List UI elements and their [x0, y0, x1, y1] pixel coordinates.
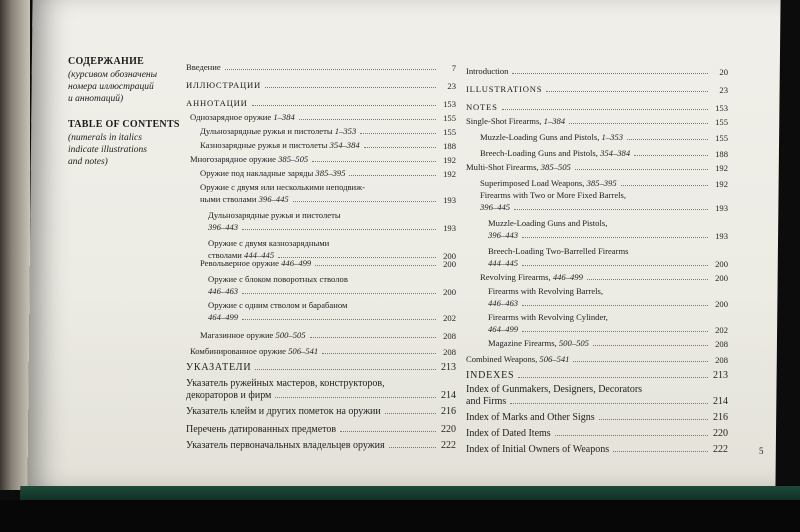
toc-entry-title: Muzzle-Loading Guns and Pistols, — [480, 132, 602, 142]
toc-entry-page: 208 — [715, 355, 728, 365]
toc-entry-page: 200 — [443, 251, 456, 261]
toc-entry — [186, 424, 456, 435]
toc-entry-page: 200 — [715, 299, 728, 309]
dot-leader — [225, 69, 436, 70]
toc-entry — [186, 238, 456, 249]
toc-entry-title: Магазинное оружие — [200, 330, 276, 340]
toc-entry-page: 208 — [443, 331, 456, 341]
toc-entry-title: Index of Marks and Other Signs — [466, 412, 595, 423]
dot-leader — [364, 147, 436, 148]
toc-entry — [186, 362, 456, 373]
toc-entry-range: 506–541 — [288, 346, 319, 356]
toc-entry — [186, 258, 456, 269]
toc-entry-page: 200 — [715, 273, 728, 283]
dot-leader — [514, 209, 708, 210]
toc-entry-range: 385–395 — [586, 178, 617, 188]
toc-entry — [466, 384, 728, 395]
en-contents-heading: TABLE OF CONTENTS — [68, 119, 180, 130]
dot-leader — [522, 237, 708, 238]
toc-entry — [186, 62, 456, 73]
toc-entry-title: Указатель ружейных мастеров, конструкторов, — [186, 378, 385, 389]
dot-leader — [255, 369, 436, 370]
toc-entry-page: 216 — [441, 406, 456, 417]
dot-leader — [518, 377, 708, 378]
toc-entry — [466, 190, 728, 201]
dot-leader — [242, 293, 436, 294]
toc-entry-title: Revolving Firearms, — [480, 272, 553, 282]
toc-entry-title: Комбинированное оружие — [190, 346, 289, 356]
toc-entry-range: 385–505 — [278, 154, 309, 164]
toc-entry — [186, 222, 456, 233]
toc-entry-range: 446–499 — [281, 258, 312, 268]
toc-entry-range: 354–384 — [600, 148, 631, 158]
toc-entry — [186, 312, 456, 323]
toc-entry — [186, 440, 456, 451]
toc-entry-title: декораторов и фирм — [186, 390, 272, 401]
ru-note-line: и аннотаций) — [68, 94, 124, 104]
toc-entry-title: Дульнозарядные ружья и пистолеты — [200, 126, 335, 136]
toc-entry-page: 153 — [443, 99, 456, 109]
dot-leader — [587, 279, 708, 280]
toc-entry — [466, 370, 728, 381]
toc-entry — [466, 412, 728, 423]
dot-leader — [312, 161, 436, 162]
toc-entry-range: 1–384 — [273, 112, 295, 122]
toc-entry-title: Оружие с двумя или несколькими неподвиж- — [200, 182, 365, 192]
toc-entry-title: Перечень датированных предметов — [186, 424, 337, 435]
toc-entry-title: Многозарядное оружие — [190, 154, 279, 164]
toc-entry-page: 192 — [715, 179, 728, 189]
toc-entry-page: 188 — [443, 141, 456, 151]
toc-entry — [466, 396, 728, 407]
toc-entry-page: 192 — [715, 163, 728, 173]
toc-entry-title: Оружие с блоком поворотных стволов — [208, 274, 348, 284]
toc-entry — [466, 324, 728, 335]
toc-entry-title: Оружие с двумя казнозарядными — [208, 238, 330, 248]
dot-leader — [555, 435, 708, 436]
toc-entry-title: INDEXES — [466, 370, 515, 381]
toc-entry-page: 193 — [715, 203, 728, 213]
toc-entry-range: 396–443 — [488, 230, 519, 240]
dot-leader — [613, 451, 708, 452]
toc-entry — [466, 178, 728, 189]
dot-leader — [512, 73, 708, 74]
toc-entry-page: 155 — [443, 113, 456, 123]
toc-entry-title: Однозарядное оружие — [190, 112, 274, 122]
toc-entry-title: NOTES — [466, 102, 498, 112]
toc-entry-page: 214 — [441, 390, 456, 401]
toc-entry — [466, 312, 728, 323]
en-note-line: and notes) — [68, 157, 108, 167]
toc-entry — [466, 116, 728, 127]
toc-entry-page: 222 — [441, 440, 456, 451]
dot-leader — [265, 87, 436, 88]
dot-leader — [310, 337, 436, 338]
toc-entry — [186, 406, 456, 417]
toc-entry-title: Index of Gunmakers, Designers, Decorators — [466, 384, 643, 395]
dot-leader — [621, 185, 708, 186]
toc-entry — [466, 444, 728, 455]
toc-entry — [466, 218, 728, 229]
toc-entry-range: 444–445 — [488, 258, 519, 268]
toc-entry-page: 202 — [443, 313, 456, 323]
dot-leader — [522, 265, 708, 266]
dot-leader — [522, 331, 708, 332]
ru-contents-note — [68, 69, 188, 105]
dot-leader — [275, 397, 436, 398]
toc-entry-page: 155 — [715, 133, 728, 143]
en-note-line: (numerals in italics — [68, 133, 142, 143]
toc-entry-range: 385–395 — [315, 168, 346, 178]
ru-note-line: номера иллюстраций — [68, 82, 154, 92]
toc-entry — [466, 84, 728, 95]
toc-entry-title: ILLUSTRATIONS — [466, 84, 543, 94]
toc-entry-range: 354–384 — [329, 140, 360, 150]
dot-leader — [349, 175, 436, 176]
toc-entry-page: 200 — [443, 259, 456, 269]
toc-entry-title: Single-Shot Firearms, — [466, 116, 544, 126]
toc-entry-range: 446–463 — [488, 298, 519, 308]
toc-entry-page: 200 — [715, 259, 728, 269]
toc-entry — [466, 354, 728, 365]
toc-entry-title: Firearms with Two or More Fixed Barrels, — [480, 190, 627, 200]
toc-entry-title: Введение — [186, 62, 221, 72]
toc-entry-page: 20 — [719, 67, 728, 77]
toc-entry — [466, 162, 728, 173]
toc-entry-title: стволами — [208, 250, 245, 260]
toc-entry-title: Казнозарядные ружья и пистолеты — [200, 140, 330, 150]
toc-entry — [186, 168, 456, 179]
toc-entry — [466, 258, 728, 269]
toc-entry — [186, 286, 456, 297]
ru-contents-heading: СОДЕРЖАНИЕ — [68, 56, 145, 67]
background-shadow — [0, 500, 800, 532]
toc-entry — [186, 182, 456, 193]
toc-entry — [466, 286, 728, 297]
dot-leader — [242, 229, 436, 230]
toc-entry — [186, 112, 456, 123]
dot-leader — [593, 345, 708, 346]
toc-entry-range: 385–505 — [540, 162, 571, 172]
toc-entry-range: 506–541 — [539, 354, 570, 364]
toc-entry-title: Firearms with Revolving Cylinder, — [488, 312, 608, 322]
en-contents-note — [68, 132, 188, 168]
toc-entry-title: and Firms — [466, 396, 507, 407]
toc-entry — [186, 346, 456, 357]
toc-entry-range: 1–353 — [601, 132, 623, 142]
toc-entry-page: 193 — [443, 223, 456, 233]
dot-leader — [573, 361, 708, 362]
toc-entry — [466, 102, 728, 113]
dot-leader — [627, 139, 708, 140]
toc-entry — [186, 274, 456, 285]
toc-entry-page: 193 — [715, 231, 728, 241]
toc-entry-page: 213 — [713, 370, 728, 381]
toc-entry-range: 464–499 — [488, 324, 519, 334]
toc-entry — [186, 80, 456, 91]
toc-entry-title: Breech-Loading Two-Barrelled Firearms — [488, 246, 629, 256]
toc-entry — [466, 428, 728, 439]
toc-entry-page: 200 — [443, 287, 456, 297]
dot-leader — [510, 403, 708, 404]
toc-entry-page: 192 — [443, 155, 456, 165]
toc-entry-range: 500–505 — [558, 338, 589, 348]
toc-entry — [466, 298, 728, 309]
dot-leader — [293, 201, 436, 202]
toc-entry-range: 464–499 — [208, 312, 239, 322]
toc-entry-title: Указатель клейм и других пометок на оружии — [186, 406, 381, 417]
toc-entry-page: 220 — [713, 428, 728, 439]
toc-entry-page: 213 — [441, 362, 456, 373]
toc-entry — [186, 330, 456, 341]
toc-entry-title: Оружие под накладные заряды — [200, 168, 316, 178]
toc-entry — [466, 230, 728, 241]
dot-leader — [599, 419, 708, 420]
toc-entry-range: 1–384 — [543, 116, 566, 126]
toc-entry — [466, 202, 728, 213]
toc-entry-range: 396–445 — [480, 202, 511, 212]
toc-entry-page: 155 — [715, 117, 728, 127]
toc-entry-title: Breech-Loading Guns and Pistols, — [480, 148, 601, 158]
toc-entry-title: Револьверное оружие — [200, 258, 282, 268]
dot-leader — [569, 123, 708, 124]
toc-entry-page: 222 — [713, 444, 728, 455]
toc-entry — [186, 210, 456, 221]
toc-entry — [186, 126, 456, 137]
toc-entry — [466, 272, 728, 283]
toc-entry-page: 214 — [713, 396, 728, 407]
dot-leader — [502, 109, 708, 110]
dot-leader — [322, 353, 436, 354]
contents-sidebar — [68, 56, 188, 182]
toc-entry — [466, 338, 728, 349]
toc-entry-page: 202 — [715, 325, 728, 335]
dot-leader — [546, 91, 708, 92]
toc-entry-title: Index of Initial Owners of Weapons — [466, 444, 610, 455]
dot-leader — [252, 105, 436, 106]
toc-entry — [466, 246, 728, 257]
toc-entry-page: 153 — [715, 103, 728, 113]
toc-entry-title: Указатель первоначальных владельцев оружия — [186, 440, 385, 451]
dot-leader — [522, 305, 708, 306]
toc-entry-page: 216 — [713, 412, 728, 423]
dot-leader — [385, 413, 436, 414]
toc-entry-title: Multi-Shot Firearms, — [466, 162, 541, 172]
toc-entry — [186, 154, 456, 165]
left-page-edge — [0, 0, 30, 490]
toc-entry-page: 23 — [719, 85, 728, 95]
toc-entry-title: АННОТАЦИИ — [186, 98, 248, 108]
toc-entry — [186, 300, 456, 311]
toc-entry — [186, 194, 456, 205]
toc-entry-range: 444–445 — [244, 250, 275, 260]
dot-leader — [389, 447, 436, 448]
toc-entry — [186, 140, 456, 151]
toc-entry-title: Index of Dated Items — [466, 428, 551, 439]
toc-entry-page: 192 — [443, 169, 456, 179]
dot-leader — [242, 319, 436, 320]
dot-leader — [360, 133, 436, 134]
toc-entry-page: 7 — [451, 63, 456, 73]
toc-entry — [466, 66, 728, 77]
toc-entry-page: 220 — [441, 424, 456, 435]
toc-entry-page: 208 — [443, 347, 456, 357]
toc-entry-title: Introduction — [466, 66, 509, 76]
toc-entry-title: Superimposed Load Weapons, — [480, 178, 587, 188]
en-note-line: indicate illustrations — [68, 145, 147, 155]
toc-entry-title: Magazine Firearms, — [488, 338, 559, 348]
toc-entry-title: УКАЗАТЕЛИ — [186, 362, 252, 373]
toc-entry — [186, 378, 456, 389]
toc-entry-title: Combined Weapons, — [466, 354, 540, 364]
toc-entry-title: Muzzle-Loading Guns and Pistols, — [488, 218, 608, 228]
dot-leader — [340, 431, 436, 432]
toc-entry — [466, 132, 728, 143]
toc-entry-title: Оружие с одним стволом и барабаном — [208, 300, 348, 310]
toc-entry-title: Firearms with Revolving Barrels, — [488, 286, 604, 296]
toc-entry-page: 155 — [443, 127, 456, 137]
toc-entry-title: ИЛЛЮСТРАЦИИ — [186, 80, 261, 90]
toc-entry-page: 193 — [443, 195, 456, 205]
toc-entry — [466, 148, 728, 159]
toc-entry-page: 23 — [447, 81, 456, 91]
toc-entry-page: 208 — [715, 339, 728, 349]
dot-leader — [575, 169, 708, 170]
toc-entry-range: 446–499 — [552, 272, 583, 282]
toc-entry-page: 188 — [715, 149, 728, 159]
toc-entry-range: 446–463 — [208, 286, 239, 296]
dot-leader — [634, 155, 708, 156]
ru-note-line: (курсивом обозначены — [68, 70, 158, 80]
page-number: 5 — [759, 446, 764, 456]
toc-entry-range: 396–445 — [258, 194, 289, 204]
dot-leader — [315, 265, 436, 266]
toc-entry-range: 396–443 — [208, 222, 239, 232]
toc-entry-range: 1–353 — [334, 126, 357, 136]
toc-entry — [186, 390, 456, 401]
dot-leader — [299, 119, 436, 120]
toc-entry-title: Дульнозарядные ружья и пистолеты — [208, 210, 341, 220]
toc-entry-range: 500–505 — [275, 330, 306, 340]
toc-entry-title: ными стволами — [200, 194, 259, 204]
toc-entry — [186, 98, 456, 109]
